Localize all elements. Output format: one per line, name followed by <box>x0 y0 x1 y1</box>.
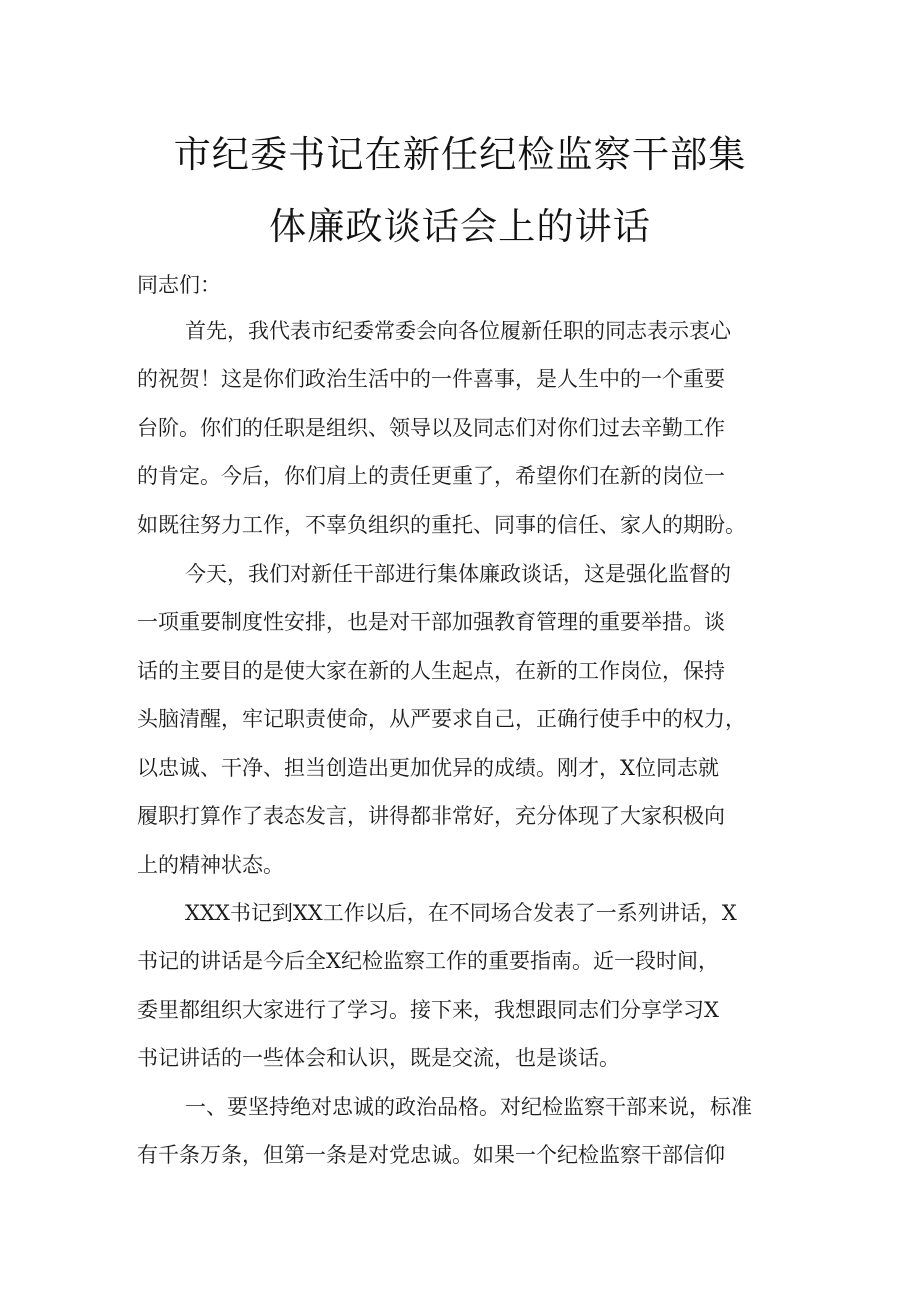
paragraph-line: 如既往努力工作，不辜负组织的重托、同事的信任、家人的期盼。 <box>137 513 746 537</box>
paragraph-line: 上的精神状态。 <box>137 853 284 877</box>
paragraph-line: 履职打算作了表态发言，讲得都非常好，充分体现了大家积极向 <box>137 804 725 828</box>
paragraph-line: 今天，我们对新任干部进行集体廉政谈话，这是强化监督的 <box>185 562 731 586</box>
document-title-line-1: 市纪委书记在新任纪检监察干部集 <box>173 132 747 176</box>
document-title-line-2: 体廉政谈话会上的讲话 <box>269 204 651 248</box>
paragraph-line: 委里都组织大家进行了学习。接下来，我想跟同志们分享学习X <box>137 998 719 1022</box>
paragraph-line: 台阶。你们的任职是组织、领导以及同志们对你们过去辛勤工作 <box>137 416 725 440</box>
paragraph-line: 书记讲话的一些体会和认识，既是交流，也是谈话。 <box>137 1046 620 1070</box>
salutation: 同志们： <box>137 273 221 297</box>
paragraph-line: 书记的讲话是今后全X纪检监察工作的重要指南。近一段时间， <box>137 949 719 973</box>
paragraph-line: XXX书记到XX工作以后，在不同场合发表了一系列讲话，X <box>185 901 737 925</box>
paragraph-line: 头脑清醒，牢记职责使命，从严要求自己，正确行使手中的权力， <box>137 707 746 731</box>
paragraph-line: 的祝贺！这是你们政治生活中的一件喜事，是人生中的一个重要 <box>137 367 725 391</box>
paragraph-line: 的肯定。今后，你们肩上的责任更重了，希望你们在新的岗位一 <box>137 464 725 488</box>
paragraph-line: 话的主要目的是使大家在新的人生起点，在新的工作岗位，保持 <box>137 659 725 683</box>
paragraph-line: 首先，我代表市纪委常委会向各位履新任职的同志表示衷心 <box>185 319 731 343</box>
paragraph-line: 有千条万条，但第一条是对党忠诚。如果一个纪检监察干部信仰 <box>137 1143 725 1167</box>
paragraph-line: 以忠诚、干净、担当创造出更加优异的成绩。刚才，X位同志就 <box>137 756 719 780</box>
paragraph-line: 一项重要制度性安排，也是对干部加强教育管理的重要举措。谈 <box>137 610 725 634</box>
paragraph-line: 一、要坚持绝对忠诚的政治品格。对纪检监察干部来说，标准 <box>185 1095 752 1119</box>
